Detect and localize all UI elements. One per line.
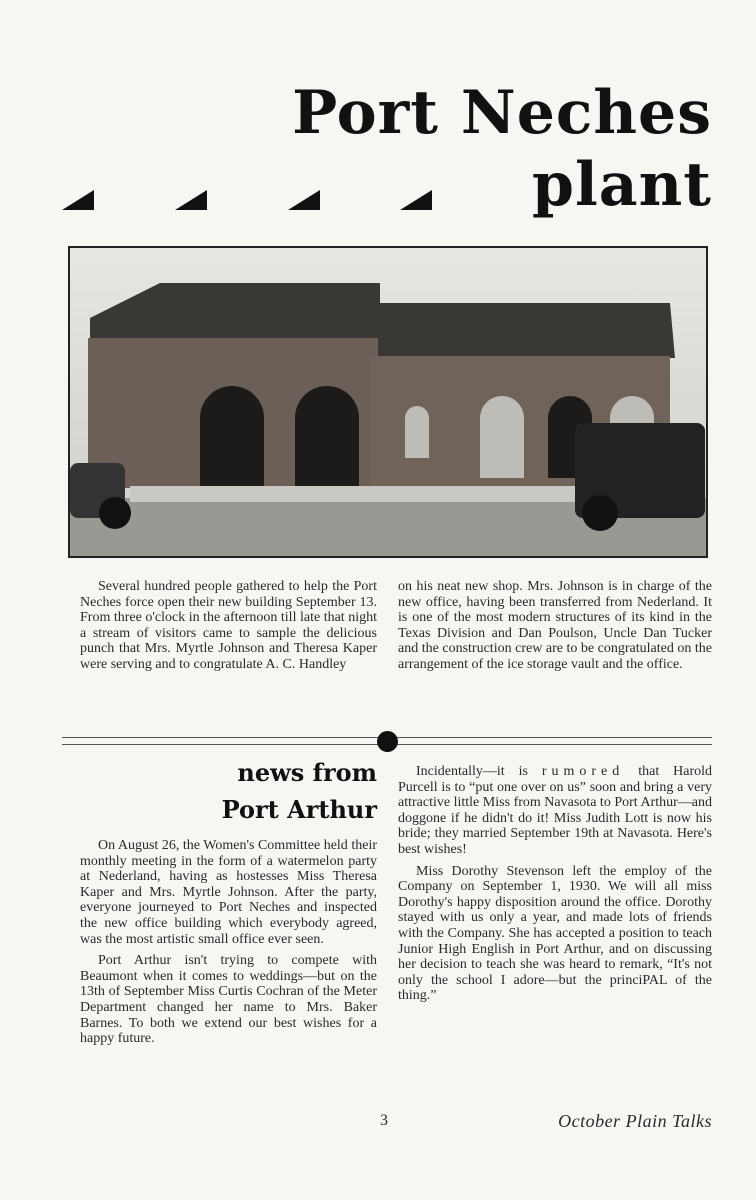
triangle-ornament xyxy=(288,190,320,210)
paragraph: Miss Dorothy Stevenson left the employ of the Company on September 1, 1930. We will all miss Dorothy's happy disposition around the office. Dorothy stayed with us only a year, and made lots of friends with the Company. She has accepted a position to teach Junior High English in Port Arthur, and on discussing her decision to teach she was heard to remark, “It's not only the school I adore—but the princiPAL of the thing.” xyxy=(398,863,712,1004)
divider-dot xyxy=(377,731,398,752)
page-number: 3 xyxy=(380,1112,388,1129)
title-line-2: plant xyxy=(532,150,712,220)
triangle-ornament xyxy=(400,190,432,210)
news-column-2 xyxy=(398,764,712,1010)
triangle-ornament xyxy=(62,190,94,210)
text: Incidentally—it is xyxy=(416,764,528,779)
paragraph xyxy=(398,764,712,858)
section-heading-line-1: news from xyxy=(237,758,377,787)
text: that Harold Purcell is to “put one over on us” soon and bring a very attractive little Miss from Navasota to Port Arthur—and doggone if he didn't do it! Miss Judith Lott is now his bride; they married September 19th at Navasota. Here's best wishes! xyxy=(398,764,713,857)
paragraph: On August 26, the Women's Committee held their monthly meeting in the form of a watermelon party at Nederland, having as hostesses Miss Theresa Kaper and Mrs. Myrtle Johnson. After the party, everyone journeyed to Port Neches and inspected the new office building which everybody agreed, was the most artistic small office ever seen. xyxy=(80,838,377,947)
title-line-1: Port Neches xyxy=(292,78,712,148)
spaced-word: rumored xyxy=(541,764,625,779)
section-heading-line-2: Port Arthur xyxy=(221,795,377,824)
paragraph: Several hundred people gathered to help the Port Neches force open their new building September 13. From three o'clock in the afternoon till late that night a stream of visitors came to sample the delicious punch that Mrs. Myrtle Johnson and Theresa Kaper were serving and to congratulate A. C. Handley xyxy=(80,579,377,672)
building-photo xyxy=(68,246,708,558)
news-column-1 xyxy=(80,838,377,1053)
paragraph: on his neat new shop. Mrs. Johnson is in charge of the new office, having been transferred from Nederland. It is one of the most modern structures of its kind in the Texas Division and Dan Poulson, Uncle Dan Tucker and the construction crew are to be congratulated on the arrangement of the ice storage vault and the office. xyxy=(398,579,712,672)
article-column-2 xyxy=(398,579,712,679)
publication-name: October Plain Talks xyxy=(558,1111,712,1131)
article-column-1 xyxy=(80,579,377,679)
paragraph: Port Arthur isn't trying to compete with Beaumont when it comes to weddings—but on the 13th of September Miss Curtis Cochran of the Meter Department changed her name to Mrs. Baker Barnes. To both we extend our best wishes for a happy future. xyxy=(80,953,377,1047)
triangle-ornament xyxy=(175,190,207,210)
